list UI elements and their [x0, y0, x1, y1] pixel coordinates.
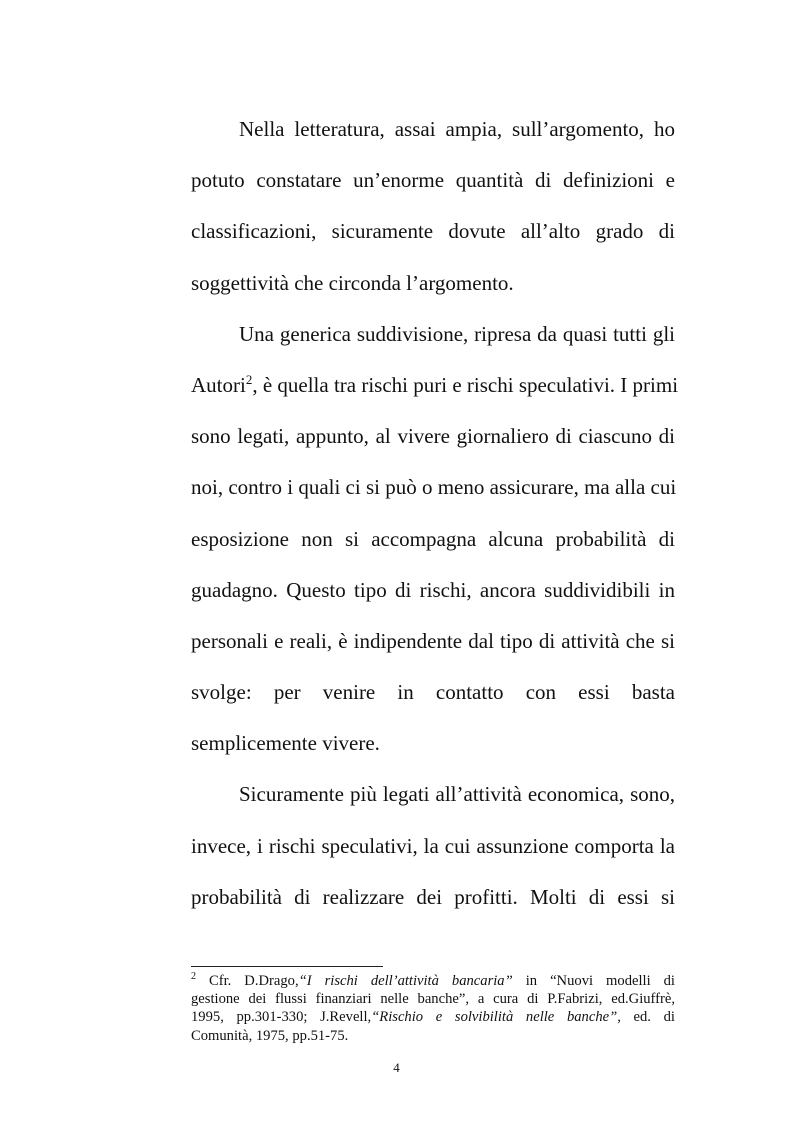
text-fragment: Autori: [191, 372, 246, 397]
text-line: Una generica suddivisione, ripresa da quasi tutti gli: [239, 321, 675, 346]
footnote-line: Comunità, 1975, pp.51-75.: [191, 1027, 349, 1044]
text-line: invece, i rischi speculativi, la cui assunzione comporta la: [191, 833, 675, 858]
text-line: esposizione non si accompagna alcuna probabilità di: [191, 526, 675, 551]
paragraph-2: [191, 309, 679, 770]
paragraph-3: [191, 769, 675, 923]
text-line: svolge: per venire in contatto con essi basta: [191, 680, 675, 705]
text-fragment: Cfr. D.Drago,: [196, 973, 299, 989]
footnote-reference: 2: [245, 371, 253, 387]
body-text: [191, 104, 679, 923]
footnote-line: [191, 1008, 675, 1026]
footnote: [191, 972, 675, 1045]
footnote-separator: [191, 966, 383, 967]
text-fragment: 1995, pp.301-330; J.Revell,: [191, 1009, 372, 1026]
text-line: soggettività che circonda l’argomento.: [191, 270, 514, 295]
text-line: potuto constatare un’enorme quantità di definizioni e: [191, 168, 675, 193]
footnote-line: gestione dei flussi finanziari nelle banche”, a cura di P.Fabrizi, ed.Giuffrè,: [191, 991, 675, 1008]
text-line: guadagno. Questo tipo di rischi, ancora suddividibili in: [191, 577, 675, 602]
page-number: 4: [393, 1060, 400, 1075]
footnote-line: [191, 972, 675, 990]
text-line: probabilità di realizzare dei profitti. Molti di essi si: [191, 884, 675, 909]
paragraph-1: [191, 104, 675, 309]
text-fragment: in “Nuovi modelli di: [512, 973, 675, 989]
footnote-number: 2: [191, 971, 196, 982]
text-fragment: , è quella tra rischi puri e rischi speculativi. I primi: [252, 372, 679, 397]
text-line: Nella letteratura, assai ampia, sull’argomento, ho: [239, 117, 675, 141]
text-line: noi, contro i quali ci si può o meno assicurare, ma alla cui: [191, 475, 677, 500]
text-line: Sicuramente più legati all’attività economica, sono,: [239, 782, 675, 807]
text-line: classificazioni, sicuramente dovute all’alto grado di: [191, 219, 675, 244]
text-line: personali e reali, è indipendente dal tipo di attività che si: [191, 628, 675, 653]
text-line: [191, 360, 679, 411]
cited-title: “Rischio e solvibilità nelle banche”: [371, 1009, 618, 1026]
text-line: semplicemente vivere.: [191, 731, 380, 756]
text-line: sono legati, appunto, al vivere giornaliero di ciascuno di: [191, 424, 675, 449]
text-fragment: , ed. di: [617, 1009, 675, 1026]
cited-title: “I rischi dell’attività bancaria”: [298, 973, 513, 989]
